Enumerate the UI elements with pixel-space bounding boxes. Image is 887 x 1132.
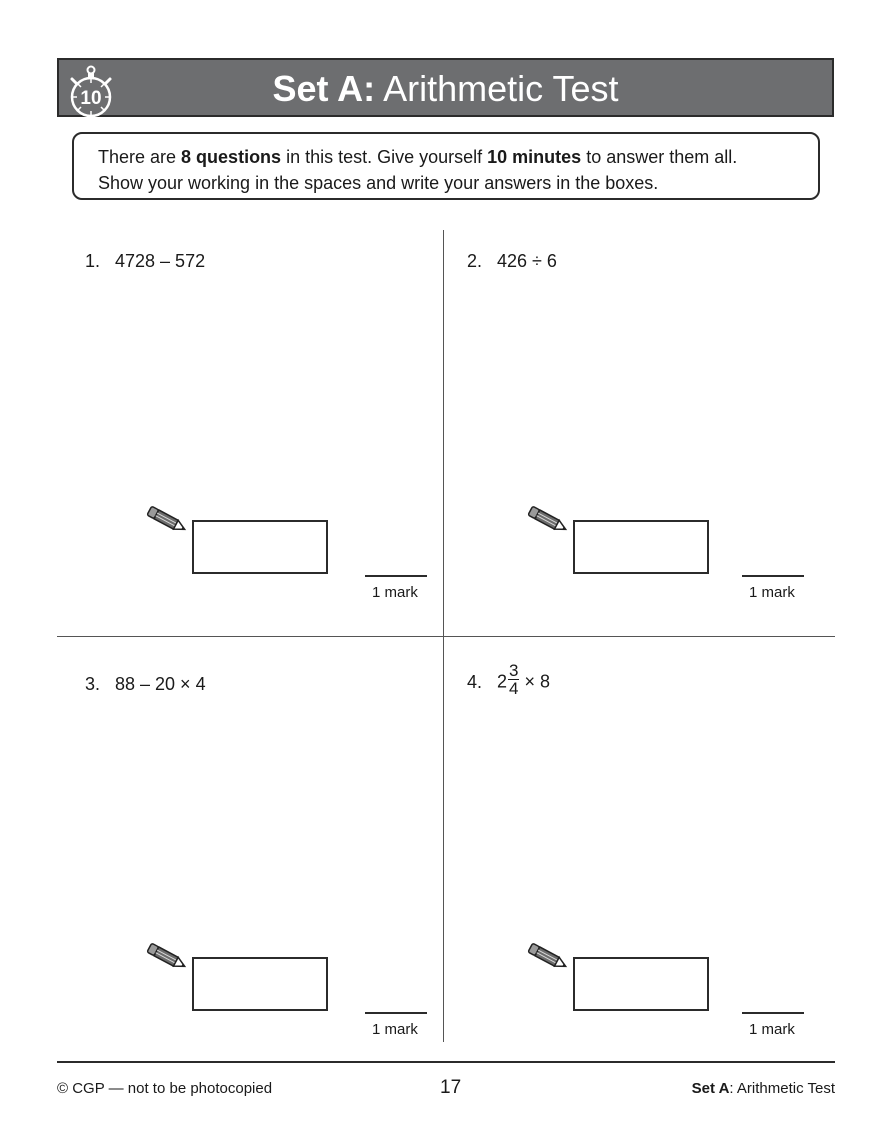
mark-line-3 [365, 1012, 427, 1014]
pencil-icon [525, 505, 571, 535]
pencil-icon [144, 942, 190, 972]
mark-line-1 [365, 575, 427, 577]
instructions-line-1: There are 8 questions in this test. Give yourself 10 minutes to answer them all. [98, 147, 738, 167]
answer-box-1[interactable] [192, 520, 328, 574]
mixed-number-whole: 2 [497, 671, 508, 692]
mark-line-4 [742, 1012, 804, 1014]
fraction [508, 662, 519, 697]
footer-divider [57, 1061, 835, 1063]
page-number: 17 [440, 1077, 462, 1098]
page-title: Set A: Arithmetic Test [272, 68, 619, 109]
question-2: 2. 426 ÷ 6 [467, 251, 557, 271]
title-banner [57, 58, 834, 117]
instructions-line-2: Show your working in the spaces and write your answers in the boxes. [98, 173, 659, 193]
pencil-icon [144, 505, 190, 535]
section-label: Set A: Arithmetic Test [691, 1080, 835, 1097]
instructions-box [72, 132, 820, 200]
mark-label-4: 1 mark [749, 1021, 795, 1038]
fraction-numerator: 3 [509, 661, 519, 680]
answer-box-3[interactable] [192, 957, 328, 1011]
question-1: 1. 4728 – 572 [85, 251, 206, 271]
question-3-expression: 88 – 20 × 4 [115, 674, 206, 694]
mark-line-2 [742, 575, 804, 577]
question-1-expression: 4728 – 572 [115, 251, 206, 271]
question-3: 3. 88 – 20 × 4 [85, 674, 206, 694]
timer-value: 10 [80, 88, 102, 109]
question-4-rest: × 8 [524, 671, 551, 692]
question-2-expression: 426 ÷ 6 [497, 251, 557, 271]
mark-label-1: 1 mark [372, 584, 418, 601]
mark-label-3: 1 mark [372, 1021, 418, 1038]
horizontal-divider [57, 636, 835, 637]
question-4: 4. 2 $\frac{3}{4}$ × 8 [467, 661, 551, 698]
mark-label-2: 1 mark [749, 584, 795, 601]
answer-box-4[interactable] [573, 957, 709, 1011]
answer-box-2[interactable] [573, 520, 709, 574]
fraction-denominator: 4 [509, 679, 519, 698]
pencil-icon [525, 942, 571, 972]
copyright-notice: © CGP — not to be photocopied [57, 1080, 273, 1097]
